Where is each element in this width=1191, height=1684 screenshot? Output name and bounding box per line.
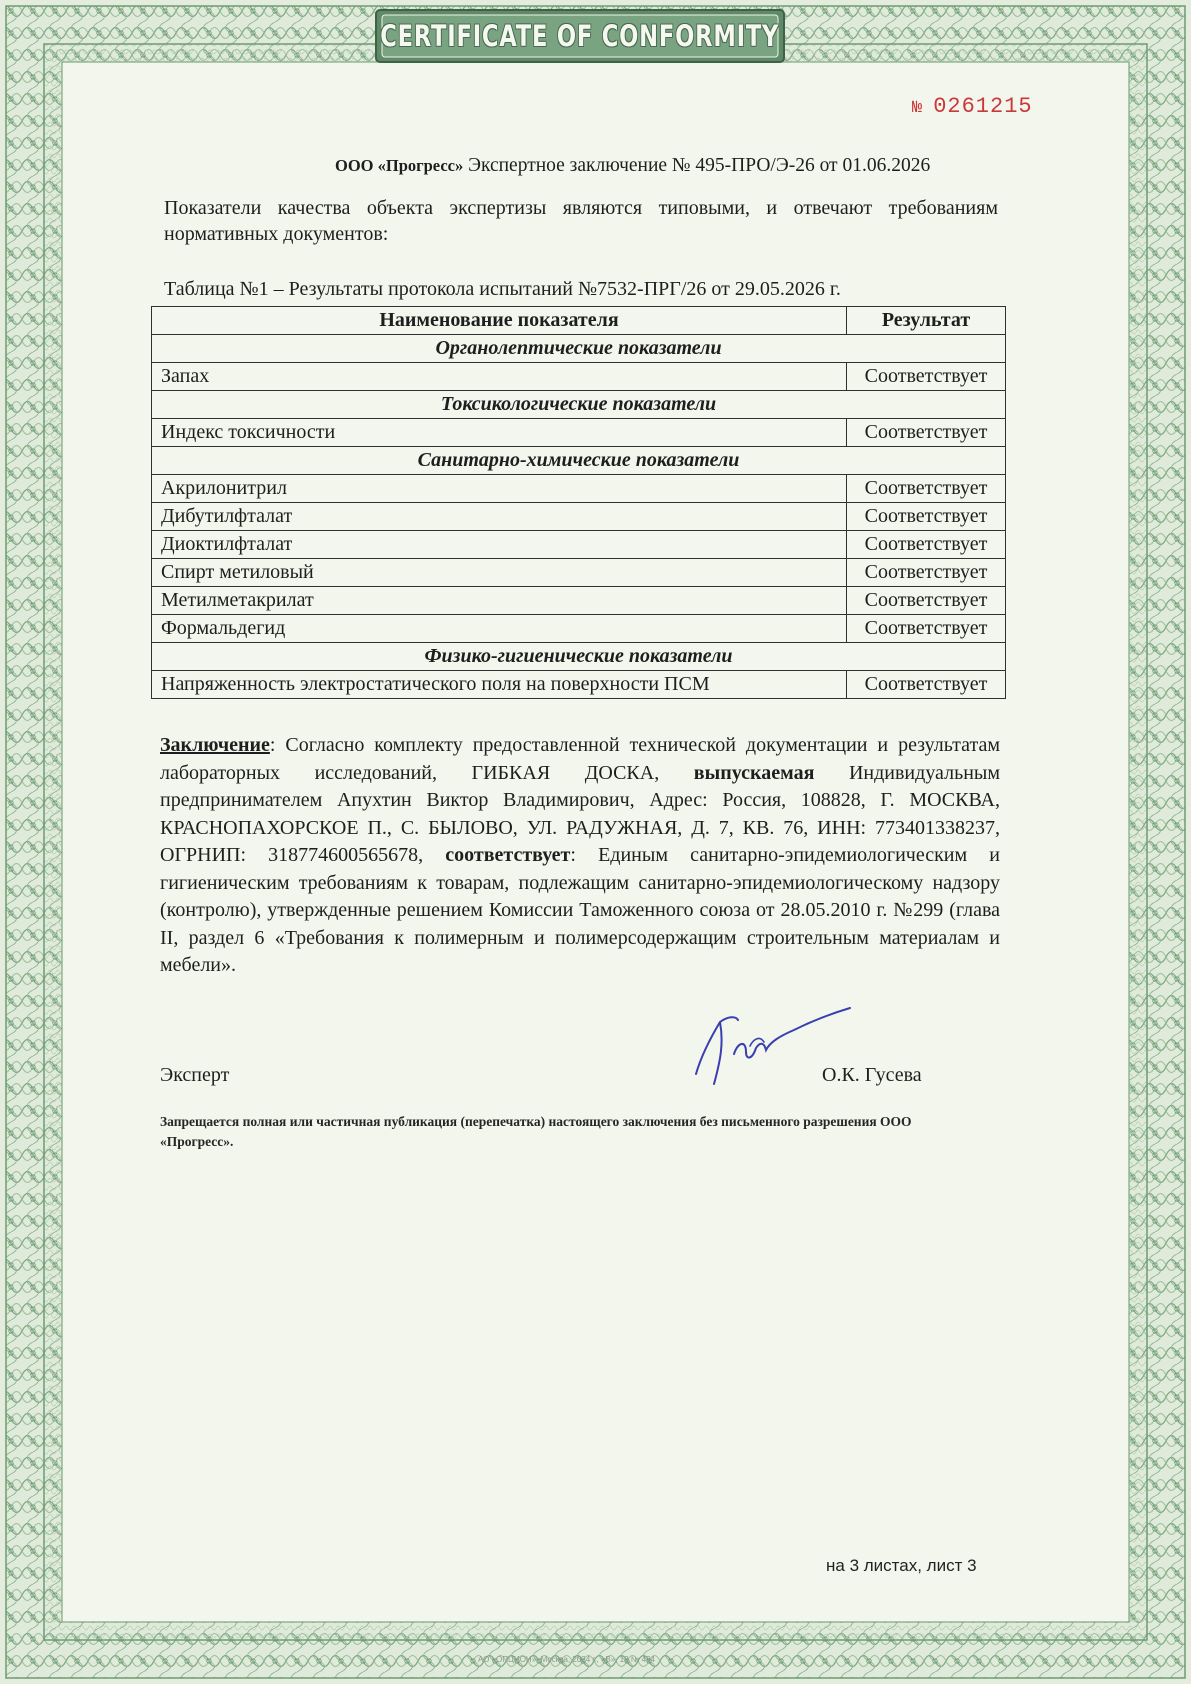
indicator-name: Диоктилфталат [152,531,847,559]
table-row [152,363,1006,391]
table-row [152,587,1006,615]
publication-notice: Запрещается полная или частичная публикация (перепечатка) настоящего заключения без письменного разрешения ООО «Прогресс». [160,1114,912,1149]
indicator-result: Соответствует [847,503,1006,531]
indicator-result: Соответствует [847,475,1006,503]
serial-number [912,94,1033,119]
section-title: Органолептические показатели [152,335,1006,363]
sheet-counter: на 3 листах, лист 3 [826,1556,977,1575]
serial-value: 0261215 [933,94,1033,119]
section-row [152,447,1006,475]
table-caption: Таблица №1 – Результаты протокола испытаний №7532-ПРГ/26 от 29.05.2026 г. [164,278,841,300]
conclusion-bold-2: соответствует [445,844,571,866]
indicator-name: Напряженность электростатического поля на поверхности ПСМ [152,671,847,699]
expert-role: Эксперт [160,1064,230,1086]
printer-imprint: АО «ОПЦИОН», Москва, 2024 г., «В», 13 № 434 [478,1655,655,1664]
conclusion-paragraph [160,732,1000,980]
indicator-name: Дибутилфталат [152,503,847,531]
indicator-result: Соответствует [847,363,1006,391]
banner-title: CERTIFICATE OF CONFORMITY [380,19,780,53]
serial-prefix: № [912,99,924,118]
section-row [152,391,1006,419]
table-row [152,419,1006,447]
indicator-result: Соответствует [847,531,1006,559]
table-row [152,531,1006,559]
indicator-name: Индекс токсичности [152,419,847,447]
section-row [152,335,1006,363]
header-text: Экспертное заключение № 495-ПРО/Э-26 от 01.06.2026 [468,155,931,176]
indicator-name: Запах [152,363,847,391]
conclusion-text-2: Индивидуальным предпринимателем Апухтин Виктор Владимирович, Адрес: Россия, 108828, Г. МОСКВА, КРАСНОПАХОРСКОЕ П., С. БЫЛОВО, УЛ. РАДУЖНАЯ, Д. 7, КВ. 76, ИНН: 773401338237, ОГРНИП: 318774600565678, [160,761,1001,866]
indicator-result: Соответствует [847,587,1006,615]
results-table [151,306,1006,699]
indicator-result: Соответствует [847,615,1006,643]
table-row [152,671,1006,699]
section-title: Санитарно-химические показатели [152,447,1006,475]
column-header-result: Результат [847,307,1006,335]
indicator-name: Формальдегид [152,615,847,643]
section-title: Токсикологические показатели [152,391,1006,419]
table-row [152,475,1006,503]
section-row [152,643,1006,671]
indicator-result: Соответствует [847,671,1006,699]
column-header-name: Наименование показателя [152,307,847,335]
expert-name: О.К. Гусева [822,1064,922,1086]
issuer-org: ООО «Прогресс» [335,156,464,175]
certificate-banner [380,12,780,60]
conclusion-text-3: : Единым санитарно-эпидемиологическим и гигиеническим требованиям к товарам, подлежащим санитарно-эпидемиологическому надзору (контролю), утвержденные решением Комиссии Таможенного союза от 28.05.2010 г. №299 (глава II, раздел 6 «Требования к полимерным и полимерсодержащим строительным материалам и мебели». [160,844,1000,976]
table-row [152,559,1006,587]
section-title: Физико-гигиенические показатели [152,643,1006,671]
conclusion-bold-1: выпускаемая [693,761,815,784]
conclusion-label: Заключение [160,734,270,756]
indicator-name: Метилметакрилат [152,587,847,615]
indicator-result: Соответствует [847,559,1006,587]
table-row [152,615,1006,643]
conclusion-text-1: : Согласно комплекту предоставленной технической документации и результатам лабораторных исследований, ГИБКАЯ ДОСКА, [160,734,1000,784]
table-header-row [152,307,1006,335]
indicator-name: Акрилонитрил [152,475,847,503]
intro-paragraph: Показатели качества объекта экспертизы являются типовыми, и отвечают требованиям нормативных документов: [164,197,998,245]
document-header [335,155,930,177]
table-row [152,503,1006,531]
indicator-result: Соответствует [847,419,1006,447]
indicator-name: Спирт метиловый [152,559,847,587]
